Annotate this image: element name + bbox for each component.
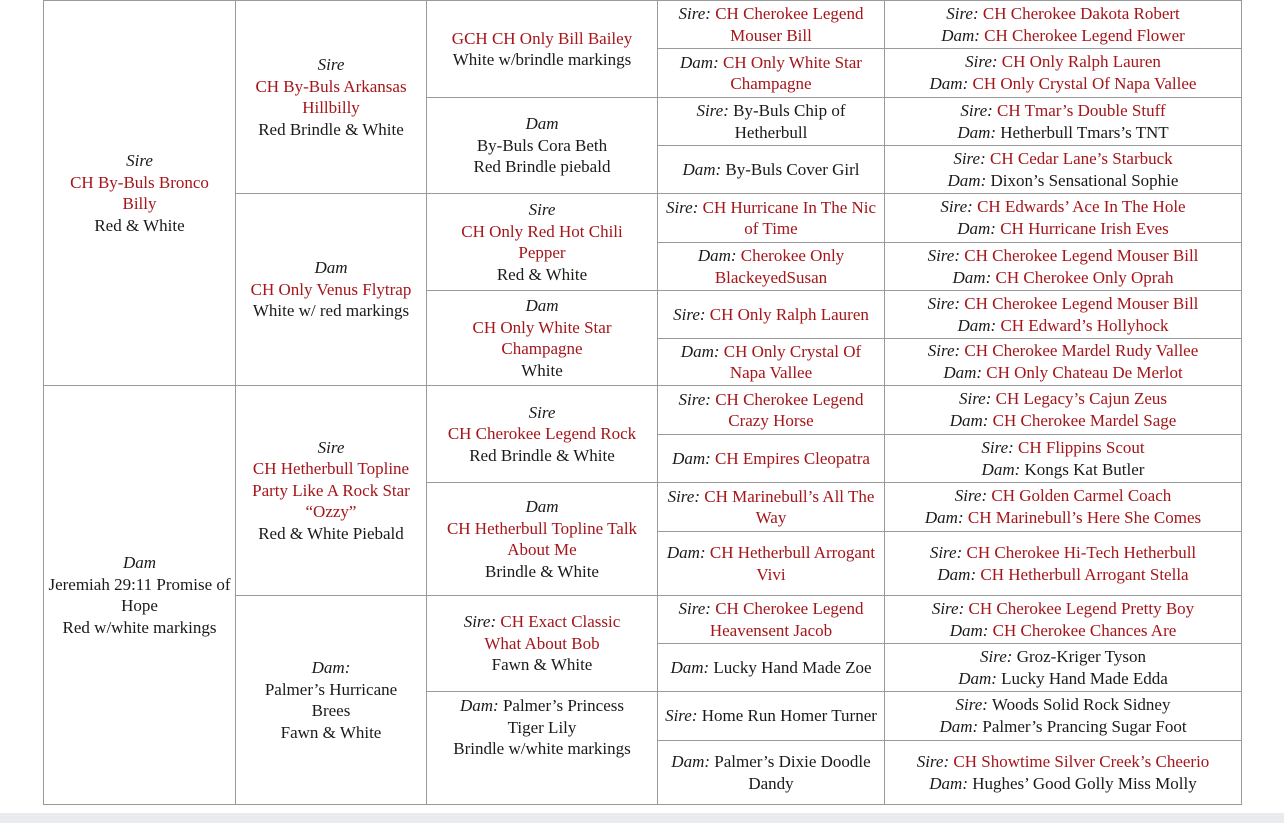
- gen5-cell-2: [884, 48, 1242, 98]
- gen4-cell-5: [657, 193, 885, 243]
- gen5-cell-16: [884, 740, 1242, 805]
- role-label: Dam: [122, 553, 157, 572]
- role-label: Dam:: [670, 657, 710, 677]
- dog-name: CH Hurricane In The Nic of Time: [702, 197, 877, 238]
- role-label: Sire: [528, 200, 556, 219]
- dog-entry: [662, 304, 880, 326]
- sire-name: Woods Solid Rock Sidney: [991, 695, 1171, 714]
- gen3-cell-3: [426, 193, 658, 291]
- dog-name: GCH CH Only Bill Bailey: [451, 28, 633, 48]
- gen4-cell-8: [657, 338, 885, 386]
- sire-name: CH Edwards’ Ace In The Hole: [977, 197, 1186, 216]
- sire-line: [917, 751, 1210, 773]
- dam-label: Dam:: [957, 122, 997, 142]
- dam-line: [937, 564, 1188, 586]
- dam-label: Dam:: [943, 363, 983, 382]
- sire-line: [930, 542, 1196, 564]
- dam-label: Dam:: [957, 315, 997, 335]
- sire-label: Sire:: [940, 197, 973, 216]
- dam-line: [929, 773, 1196, 795]
- dam-name: Hughes’ Good Golly Miss Molly: [972, 773, 1197, 793]
- role-label: Dam:: [671, 752, 711, 771]
- role-label: Sire:: [678, 4, 711, 23]
- role-label: Dam: [314, 258, 348, 278]
- role-label: Sire:: [678, 389, 711, 409]
- sire-label: Sire:: [960, 100, 993, 120]
- dog-entry: [662, 448, 880, 470]
- dog-name: CH Only Ralph Lauren: [709, 304, 869, 324]
- dam-name: CH Cherokee Only Oprah: [995, 267, 1174, 287]
- dam-name: CH Hetherbull Arrogant Stella: [980, 564, 1189, 584]
- dam-line: [953, 267, 1174, 289]
- gen4-cell-12: [657, 531, 885, 596]
- dog-entry: [662, 751, 880, 794]
- dam-name: CH Cherokee Chances Are: [992, 620, 1177, 640]
- dog-color: Red & White: [94, 215, 185, 235]
- dog-name: CH Only White Star Champagne: [472, 317, 612, 358]
- dog-name: CH Cherokee Legend Mouser Bill: [715, 4, 864, 45]
- dam-line: [939, 716, 1186, 738]
- gen4-cell-1: [657, 0, 885, 49]
- sire-label: Sire:: [927, 293, 960, 313]
- dog-name: Palmer’s Dixie Doodle Dandy: [714, 752, 871, 793]
- dog-color: Brindle w/white markings: [453, 739, 631, 758]
- dam-name: CH Cherokee Legend Flower: [984, 25, 1185, 45]
- dog-entry: [662, 486, 880, 529]
- dog-name: CH Hetherbull Arrogant Vivi: [709, 543, 876, 584]
- dog-entry: [662, 3, 880, 46]
- dog-color: Fawn & White: [491, 655, 593, 675]
- gen2-cell-4: [235, 595, 427, 805]
- sire-line: [946, 3, 1180, 25]
- dog-color: Brindle & White: [485, 561, 599, 581]
- dam-line: [948, 170, 1179, 192]
- dam-name: Kongs Kat Butler: [1024, 459, 1145, 479]
- sire-name: CH Cherokee Mardel Rudy Vallee: [964, 341, 1199, 360]
- gen5-cell-1: [884, 0, 1242, 49]
- role-label: Dam:: [697, 246, 737, 265]
- dog-name: CH Only Venus Flytrap: [250, 279, 412, 299]
- dam-name: Hetherbull Tmars’s TNT: [1000, 122, 1169, 142]
- sire-name: CH Golden Carmel Coach: [991, 486, 1172, 505]
- gen5-cell-15: [884, 691, 1242, 741]
- gen4-cell-4: [657, 145, 885, 194]
- sire-line: [928, 293, 1199, 315]
- sire-name: CH Cherokee Legend Pretty Boy: [968, 598, 1195, 618]
- gen2-cell-1: [235, 0, 427, 194]
- dog-color: Red & White: [496, 264, 588, 284]
- dog-color: Red Brindle & White: [469, 445, 615, 465]
- dam-line: [957, 218, 1169, 240]
- sire-line: [981, 437, 1144, 459]
- gen4-cell-15: [657, 691, 885, 741]
- dog-name: CH Marinebull’s All The Way: [704, 486, 875, 527]
- sire-name: CH Only Ralph Lauren: [1001, 52, 1161, 71]
- dog-name: Jeremiah 29:11 Promise of Hope: [48, 574, 231, 615]
- role-label: Dam: [525, 296, 559, 315]
- sire-label: Sire:: [927, 341, 961, 360]
- dam-line: [957, 122, 1168, 144]
- gen5-cell-8: [884, 338, 1242, 386]
- sire-label: Sire:: [916, 751, 950, 771]
- gen4-cell-16: [657, 740, 885, 805]
- dam-line: [950, 410, 1177, 432]
- gen4-cell-2: [657, 48, 885, 98]
- dog-color: Red Brindle & White: [258, 119, 404, 139]
- dog-color: Red w/white markings: [62, 617, 217, 637]
- dog-name: CH Hetherbull Topline Talk About Me: [446, 518, 638, 559]
- gen3-cell-2: [426, 97, 658, 194]
- dog-entry: [662, 341, 880, 384]
- dog-entry: [662, 598, 880, 641]
- dam-name: CH Only Chateau De Merlot: [986, 363, 1183, 382]
- sire-line: [956, 694, 1171, 716]
- gen4-cell-10: [657, 434, 885, 483]
- sire-label: Sire:: [955, 695, 988, 714]
- gen5-cell-3: [884, 97, 1242, 146]
- dam-label: Dam:: [981, 459, 1021, 479]
- dog-name: CH By-Buls Arkansas Hillbilly: [255, 76, 407, 117]
- sire-line: [980, 646, 1146, 668]
- gen4-cell-3: [657, 97, 885, 146]
- sire-name: Groz-Kriger Tyson: [1016, 646, 1146, 666]
- dog-name: CH Cherokee Legend Crazy Horse: [715, 389, 864, 430]
- role-label: Sire: [528, 402, 556, 422]
- dam-label: Dam:: [958, 668, 997, 688]
- dam-line: [941, 25, 1185, 47]
- sire-name: CH Cherokee Dakota Robert: [982, 3, 1180, 23]
- sire-line: [965, 51, 1161, 73]
- gen4-cell-11: [657, 482, 885, 532]
- sire-name: CH Legacy’s Cajun Zeus: [995, 389, 1168, 408]
- role-label: Dam:: [680, 52, 719, 72]
- dog-name: By-Buls Cover Girl: [725, 159, 860, 179]
- sire-line: [960, 100, 1165, 122]
- gen4-cell-13: [657, 595, 885, 644]
- sire-line: [959, 388, 1167, 410]
- dam-line: [982, 459, 1145, 481]
- dam-label: Dam:: [937, 564, 977, 584]
- sire-name: CH Tmar’s Double Stuff: [997, 100, 1166, 120]
- sire-label: Sire:: [929, 542, 963, 562]
- dam-name: Palmer’s Prancing Sugar Foot: [982, 717, 1187, 736]
- sire-name: CH Cherokee Hi-Tech Hetherbull: [966, 542, 1197, 562]
- sire-line: [940, 196, 1185, 218]
- gen5-cell-13: [884, 595, 1242, 644]
- role-label: Dam: [525, 114, 559, 134]
- role-label: Sire:: [678, 599, 711, 618]
- role-label: Dam:: [680, 341, 720, 361]
- role-label: Dam:: [682, 159, 722, 179]
- sire-label: Sire:: [953, 148, 986, 168]
- role-label: Dam:: [311, 658, 351, 677]
- dog-name: Cherokee Only BlackeyedSusan: [714, 246, 845, 287]
- dog-color: White w/ red markings: [252, 301, 410, 321]
- dam-label: Dam:: [929, 773, 968, 793]
- dam-label: Dam:: [947, 170, 987, 190]
- role-label: Sire:: [673, 304, 706, 324]
- page-bottom-band: [0, 813, 1284, 823]
- dog-name: CH Only Red Hot Chili Pepper: [461, 221, 623, 262]
- dog-entry: [662, 657, 880, 679]
- dog-entry: [662, 52, 880, 95]
- dam-line: [957, 315, 1168, 337]
- dam-name: Lucky Hand Made Edda: [1001, 668, 1168, 688]
- dam-line: [943, 362, 1182, 384]
- gen1-sire-cell: [43, 0, 236, 386]
- gen5-cell-4: [884, 145, 1242, 194]
- dam-name: CH Marinebull’s Here She Comes: [967, 508, 1202, 527]
- dog-entry: [662, 705, 880, 727]
- sire-name: CH Cherokee Legend Mouser Bill: [964, 245, 1199, 265]
- gen4-cell-9: [657, 385, 885, 435]
- dog-name: Palmer’s Hurricane Brees: [264, 679, 398, 720]
- sire-label: Sire:: [965, 52, 998, 71]
- gen4-cell-14: [657, 643, 885, 692]
- gen4-cell-7: [657, 290, 885, 339]
- dog-name: CH By-Buls Bronco Billy: [70, 172, 209, 213]
- dam-label: Dam:: [952, 267, 992, 287]
- role-label: Sire:: [463, 612, 497, 632]
- sire-name: CH Cherokee Legend Mouser Bill: [964, 293, 1199, 313]
- sire-name: CH Showtime Silver Creek’s Cheerio: [953, 751, 1210, 771]
- role-label: Dam:: [672, 448, 711, 468]
- sire-line: [953, 148, 1172, 170]
- sire-label: Sire:: [954, 486, 988, 505]
- sire-name: CH Flippins Scout: [1018, 437, 1145, 457]
- role-label: Sire: [126, 151, 153, 170]
- dog-name: CH Exact Classic What About Bob: [484, 612, 621, 653]
- dam-line: [958, 668, 1168, 690]
- role-label: Sire:: [665, 197, 699, 217]
- dam-line: [925, 507, 1201, 529]
- sire-line: [928, 340, 1199, 362]
- dog-entry: [662, 542, 880, 585]
- gen5-cell-7: [884, 290, 1242, 339]
- dam-label: Dam:: [939, 717, 979, 736]
- sire-name: CH Cedar Lane’s Starbuck: [989, 148, 1173, 168]
- gen3-cell-1: [426, 0, 658, 98]
- dam-name: CH Cherokee Mardel Sage: [992, 411, 1177, 430]
- gen3-cell-5: [426, 385, 658, 483]
- dog-name: Home Run Homer Turner: [701, 706, 877, 726]
- gen3-cell-7: [426, 595, 658, 692]
- gen3-cell-4: [426, 290, 658, 386]
- role-label: Dam: [525, 497, 559, 516]
- dog-name: CH Only Crystal Of Napa Vallee: [723, 341, 862, 382]
- dog-color: Red & White Piebald: [258, 523, 404, 543]
- sire-line: [932, 598, 1194, 620]
- dog-entry: [662, 389, 880, 432]
- dog-name: By-Buls Cora Beth: [476, 135, 608, 155]
- dog-name: Lucky Hand Made Zoe: [713, 657, 872, 677]
- dog-color: Red Brindle piebald: [473, 157, 611, 177]
- role-label: Sire:: [696, 101, 729, 120]
- gen5-cell-14: [884, 643, 1242, 692]
- sire-line: [955, 485, 1172, 507]
- dog-name: By-Buls Chip of Hetherbull: [733, 101, 846, 142]
- dam-name: CH Only Crystal Of Napa Vallee: [972, 74, 1197, 93]
- dog-color: White: [521, 360, 563, 380]
- gen5-cell-11: [884, 482, 1242, 532]
- dog-name: CH Empires Cleopatra: [715, 448, 870, 468]
- dam-label: Dam:: [949, 620, 989, 640]
- dog-name: CH Only White Star Champagne: [722, 52, 862, 93]
- dam-line: [950, 620, 1177, 642]
- gen5-cell-6: [884, 242, 1242, 291]
- gen5-cell-9: [884, 385, 1242, 435]
- dam-name: CH Hurricane Irish Eves: [1000, 219, 1169, 238]
- gen4-cell-6: [657, 242, 885, 291]
- sire-label: Sire:: [927, 245, 960, 265]
- role-label: Dam:: [666, 543, 706, 562]
- gen3-cell-8: [426, 691, 658, 805]
- dam-label: Dam:: [924, 508, 964, 527]
- dam-label: Dam:: [957, 219, 996, 238]
- role-label: Sire:: [667, 486, 700, 506]
- dog-entry: [447, 611, 637, 654]
- dog-name: CH Hetherbull Topline Party Like A Rock Star “Ozzy”: [252, 459, 410, 522]
- gen3-cell-6: [426, 482, 658, 596]
- gen5-cell-10: [884, 434, 1242, 483]
- role-label: Sire: [317, 437, 345, 457]
- gen1-dam-cell: [43, 385, 236, 805]
- dog-entry: [662, 245, 880, 288]
- dog-name: CH Cherokee Legend Rock: [447, 424, 637, 444]
- dam-label: Dam:: [941, 25, 980, 45]
- dam-name: Dixon’s Sensational Sophie: [990, 170, 1179, 190]
- dam-line: [930, 73, 1197, 95]
- sire-label: Sire:: [931, 598, 965, 618]
- dam-label: Dam:: [929, 74, 969, 93]
- sire-label: Sire:: [958, 389, 992, 408]
- sire-label: Sire:: [946, 3, 979, 23]
- gen5-cell-5: [884, 193, 1242, 243]
- dog-color: Fawn & White: [280, 722, 382, 742]
- gen2-cell-2: [235, 193, 427, 386]
- dog-color: White w/brindle markings: [452, 50, 632, 69]
- dam-name: CH Edward’s Hollyhock: [1000, 315, 1169, 335]
- sire-label: Sire:: [980, 646, 1013, 666]
- dog-name: Palmer’s Princess Tiger Lily: [502, 696, 624, 737]
- gen5-cell-12: [884, 531, 1242, 596]
- dog-name: CH Cherokee Legend Heavensent Jacob: [709, 599, 864, 640]
- sire-label: Sire:: [981, 437, 1014, 457]
- role-label: Dam:: [459, 696, 499, 715]
- dam-label: Dam:: [949, 411, 989, 430]
- dog-entry: [662, 100, 880, 143]
- role-label: Sire:: [665, 706, 698, 726]
- gen2-cell-3: [235, 385, 427, 596]
- sire-line: [928, 245, 1199, 267]
- role-label: Sire: [317, 55, 345, 74]
- dog-entry: [662, 197, 880, 240]
- dog-entry: [662, 159, 880, 181]
- dog-entry: [442, 695, 642, 738]
